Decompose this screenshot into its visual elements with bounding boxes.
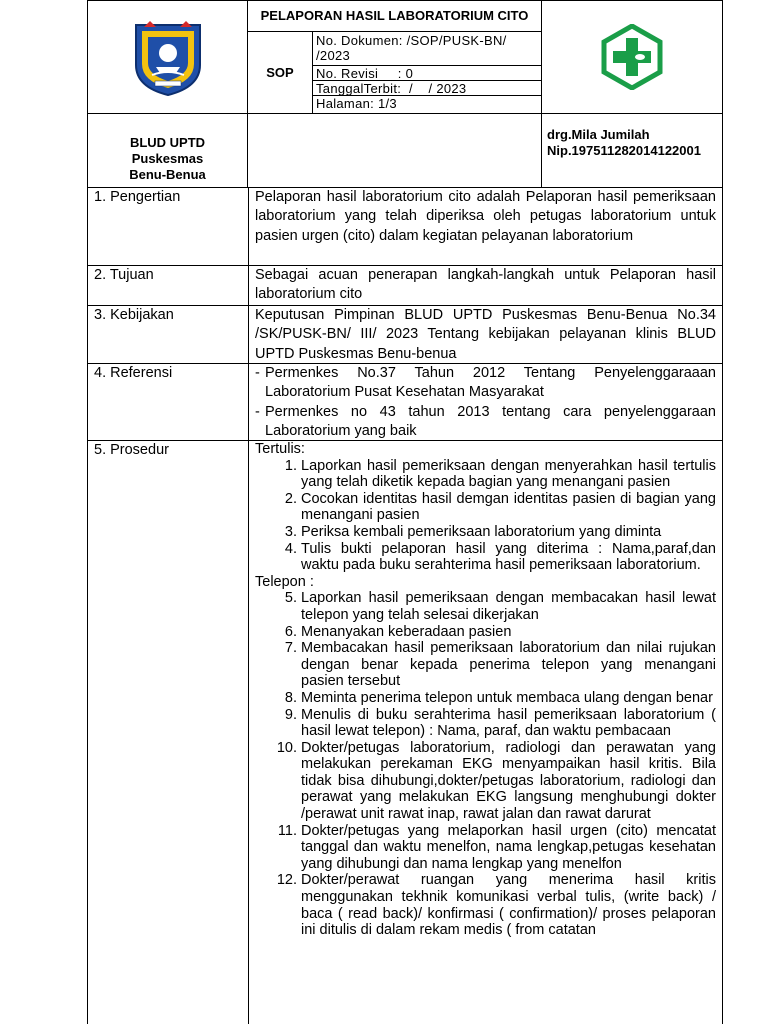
logo-cell: [87, 0, 247, 113]
step-number: 10.: [276, 739, 297, 756]
tertulis-heading: Tertulis:: [255, 441, 305, 457]
prosedur-content: [249, 441, 722, 939]
puskesmas-cross-icon: [599, 24, 665, 90]
publish-date: TanggalTerbit: / / 2023: [316, 81, 467, 96]
dash-bullet: -: [255, 365, 260, 381]
pengertian-text: Pelaporan hasil laboratorium cito adalah Pelaporan hasil pemeriksaan laboratorium yang telah diperiksa oleh petugas laboratorium untuk pasien urgen (cito) dalam kegiatan pelayanan laboratorium: [255, 189, 716, 244]
tujuan-text: Sebagai acuan penerapan langkah-langkah untuk Pelaporan hasil laboratorium cito: [255, 267, 716, 303]
org-line-2: Puskesmas: [131, 151, 204, 166]
step-text: Cocokan identitas hasil demgan identitas pasien di bagian yang menangani pasien: [301, 490, 716, 524]
step-text: Dokter/petugas laboratorium, radiologi dan perawatan yang melakukan perekaman EKG menyampaikan hasil kritis. Bila tidak bisa dihubungi,dokter/petugas laboratorium, radiologi dan perawat yang melakukan EKG langsung menghubungi dokter /perawat unit rawat inap, rawat jalan dan rawat darurat: [301, 739, 716, 823]
step-number: 3.: [284, 523, 297, 540]
empty-header-cell: [247, 113, 542, 187]
procedure-step: [255, 458, 716, 491]
procedure-step: [255, 524, 716, 541]
step-text: Periksa kembali pemeriksaan laboratorium yang diminta: [301, 523, 662, 540]
section-label-pengertian: 1. Pengertian: [94, 189, 181, 205]
step-number: 4.: [284, 540, 297, 557]
puskesmas-logo-cell: [542, 0, 723, 113]
org-line-1: BLUD UPTD: [129, 135, 206, 150]
procedure-step: [255, 690, 716, 707]
procedure-step: [255, 640, 716, 690]
kebijakan-text: Keputusan Pimpinan BLUD UPTD Puskesmas Benu-Benua No.34 /SK/PUSK-BN/ III/ 2023 Tentang kebijakan pelayanan klinis BLUD UPTD Puskesmas Benu-benua: [255, 307, 716, 362]
organization-cell: [87, 113, 247, 187]
page-cell: [312, 95, 542, 113]
document-title: PELAPORAN HASIL LABORATORIUM CITO: [247, 0, 542, 31]
step-number: 1.: [284, 457, 297, 474]
doc-number: No. Dokumen: /SOP/PUSK-BN/ /2023: [316, 33, 507, 63]
content-prosedur-cell: [248, 440, 723, 1024]
step-text: Membacakan hasil pemeriksaan laboratorium dan nilai rujukan dengan benar kepada penerima telepon yang menangani pasien tersebut: [301, 640, 716, 690]
procedure-step: [255, 624, 716, 641]
step-text: Dokter/perawat ruangan yang menerima hasil kritis menggunakan tekhnik komunikasi verbal tulis, (write back) / baca ( read back)/ konfirmasi ( confirmation)/ proses pelaporan ini ditulis di dalam rekam medis ( from catatan: [301, 872, 716, 939]
procedure-step: [255, 872, 716, 938]
publish-date-cell: [312, 80, 542, 95]
content-pengertian-cell: [248, 187, 723, 265]
label-pengertian-cell: [87, 187, 248, 265]
signatory-name: drg.Mila Jumilah: [547, 127, 650, 142]
referensi-item: [255, 364, 716, 403]
referensi-item-text: Permenkes no 43 tahun 2013 tentang cara penyelenggaraan Laboratorium yang baik: [265, 403, 716, 440]
step-text: Tulis bukti pelaporan hasil yang diterima : Nama,paraf,dan waktu pada buku serahterima hasil pemeriksaan laboratorium.: [301, 540, 716, 574]
procedure-step: [255, 740, 716, 823]
step-number: 5.: [284, 590, 297, 607]
page-number: Halaman: 1/3: [316, 96, 397, 111]
label-tujuan-cell: [87, 265, 248, 305]
step-number: 9.: [284, 706, 297, 723]
dash-bullet: -: [255, 403, 260, 420]
label-prosedur-cell: [87, 440, 248, 1024]
regency-emblem-icon: [130, 17, 206, 97]
step-number: 8.: [284, 689, 297, 706]
content-tujuan-cell: [248, 265, 723, 305]
telepon-heading: Telepon :: [255, 573, 314, 590]
step-number: 2.: [284, 490, 297, 507]
signatory-nip: Nip.197511282014122001: [547, 143, 701, 158]
step-number: 7.: [284, 640, 297, 657]
content-kebijakan-cell: [248, 305, 723, 363]
signature-cell: [542, 113, 723, 187]
step-number: 6.: [284, 623, 297, 640]
revision-cell: [312, 65, 542, 80]
section-label-prosedur: 5. Prosedur: [94, 442, 169, 458]
referensi-item: [255, 403, 716, 442]
revision-number: No. Revisi : 0: [316, 66, 414, 81]
step-number: 12.: [276, 872, 297, 889]
procedure-step: [255, 491, 716, 524]
step-number: 11.: [277, 822, 297, 839]
referensi-item-text: Permenkes No.37 Tahun 2012 Tentang Penyelenggaraaan Laboratorium Pusat Kesehatan Masyarakat: [265, 365, 716, 401]
label-referensi-cell: [87, 363, 248, 440]
label-kebijakan-cell: [87, 305, 248, 363]
step-text: Laporkan hasil pemeriksaan dengan menyerahkan hasil tertulis yang telah diketik kepada bagian yang menangani pasien: [301, 457, 716, 491]
org-line-3: Benu-Benua: [129, 167, 206, 182]
section-label-kebijakan: 3. Kebijakan: [94, 307, 174, 323]
content-referensi-cell: [248, 363, 723, 440]
procedure-step: [255, 590, 716, 623]
procedure-step: [255, 707, 716, 740]
step-text: Dokter/petugas yang melaporkan hasil urgen (cito) mencatat tanggal dan waktu menelfon, nama lengkap,petugas kesehatan yang dihubungi dan nama lengkap yang menelfon: [301, 822, 716, 872]
step-text: Menulis di buku serahterima hasil pemeriksaan laboratorium ( hasil lewat telepon) : Nama, paraf, dan waktu pembacaan: [301, 706, 716, 740]
referensi-list: [249, 364, 722, 442]
procedure-step: [255, 823, 716, 873]
doc-number-cell: [312, 31, 542, 65]
step-text: Meminta penerima telepon untuk membaca ulang dengan benar: [301, 689, 713, 706]
section-label-tujuan: 2. Tujuan: [94, 267, 154, 283]
sop-label: SOP: [247, 31, 312, 113]
telepon-steps: [255, 590, 716, 938]
section-label-referensi: 4. Referensi: [94, 365, 173, 381]
step-text: Menanyakan keberadaan pasien: [301, 623, 512, 640]
procedure-step: [255, 541, 716, 574]
tertulis-steps: [255, 458, 716, 574]
step-text: Laporkan hasil pemeriksaan dengan membacakan hasil lewat telepon yang telah selesai dikerjakan: [301, 590, 716, 623]
